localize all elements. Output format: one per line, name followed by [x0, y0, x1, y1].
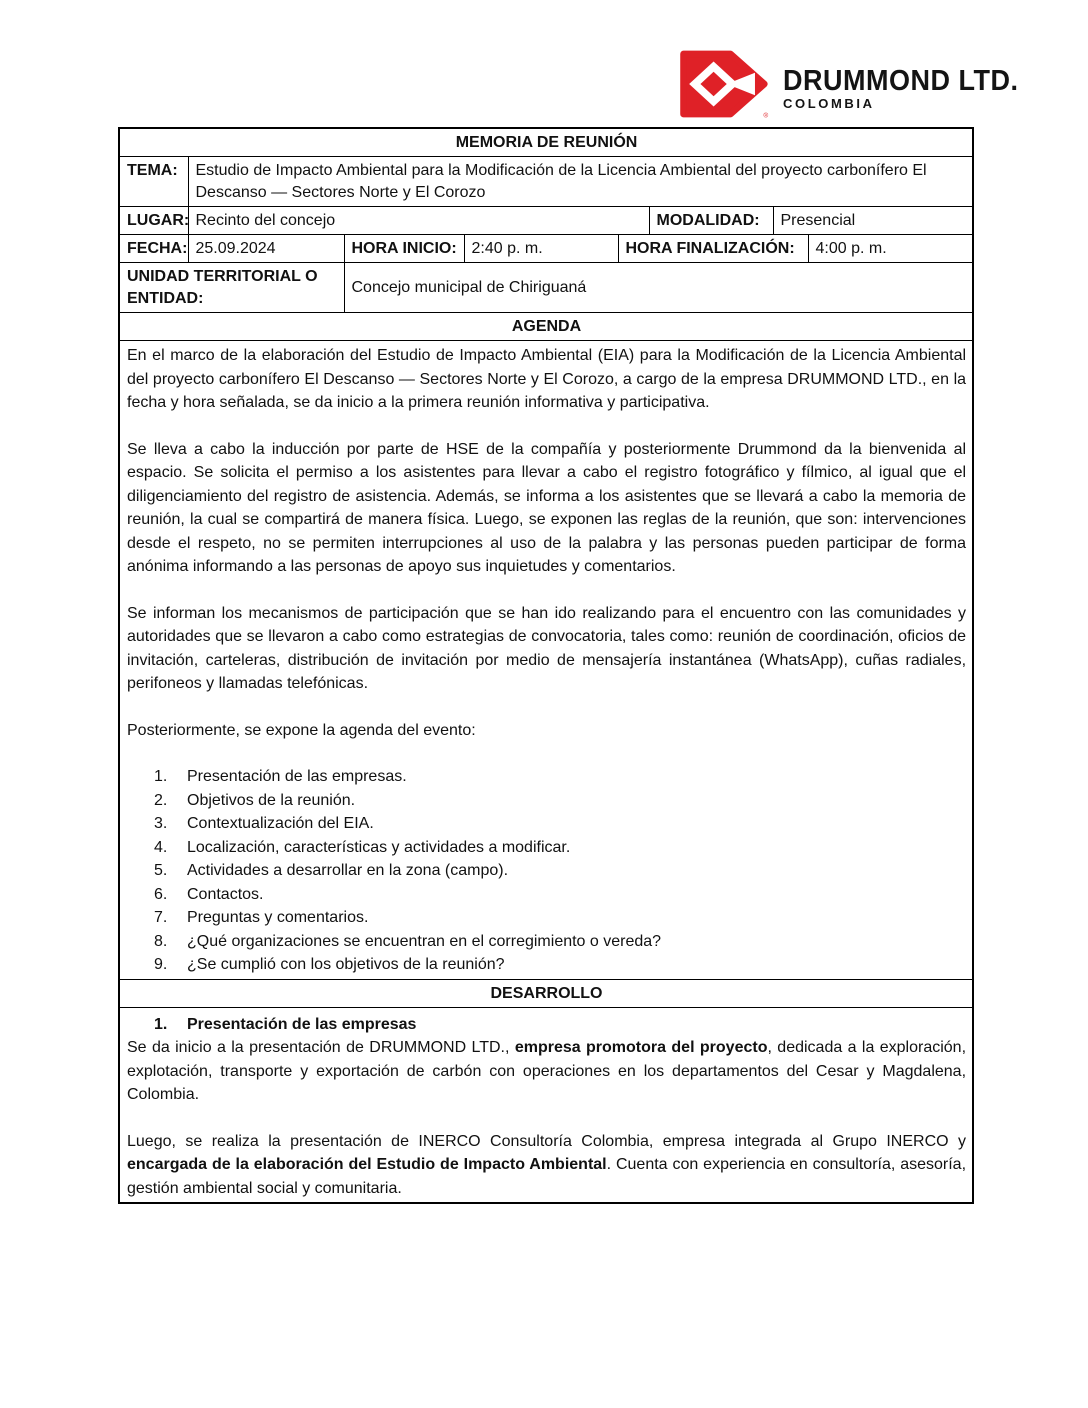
- drummond-diamond-icon: [676, 50, 770, 118]
- desarrollo-paragraph-2: [127, 1130, 966, 1201]
- modalidad-label: MODALIDAD:: [649, 207, 773, 235]
- company-logo: [676, 50, 1018, 118]
- list-item-number: 4.: [154, 838, 168, 856]
- fecha-value: 25.09.2024: [188, 235, 344, 263]
- list-item: [154, 812, 966, 836]
- list-item: [154, 859, 966, 883]
- unidad-territorial-value: Concejo municipal de Chiriguaná: [344, 263, 973, 313]
- logo-region-name: COLOMBIA: [783, 96, 875, 111]
- list-item-number: 8.: [154, 932, 168, 950]
- agenda-body-cell: [119, 341, 973, 980]
- list-item: [154, 836, 966, 860]
- desarrollo-section-header: DESARROLLO: [119, 979, 973, 1007]
- list-item: [154, 765, 966, 789]
- list-item-number: 1.: [154, 768, 168, 785]
- list-item-text: Localización, características y actividades a modificar.: [187, 838, 571, 856]
- hora-inicio-label: HORA INICIO:: [344, 235, 464, 263]
- agenda-paragraph-1: En el marco de la elaboración del Estudio de Impacto Ambiental (EIA) para la Modificación de la Licencia Ambiental del proyecto carbonífero El Descanso — Sectores Norte y El Corozo, a cargo de la empresa DRUMMOND LTD., en la fecha y hora señalada, se da inicio a la primera reunión informativa y participativa.: [127, 347, 967, 411]
- list-item: [154, 953, 966, 977]
- lugar-label: LUGAR:: [119, 207, 188, 235]
- document-title: MEMORIA DE REUNIÓN: [119, 128, 973, 157]
- heading-number: 1.: [154, 1015, 168, 1033]
- unidad-territorial-label: UNIDAD TERRITORIAL O ENTIDAD:: [119, 263, 344, 313]
- modalidad-value: Presencial: [773, 207, 973, 235]
- list-item: [154, 789, 966, 813]
- list-item: [154, 883, 966, 907]
- logo-wordmark: [783, 64, 1019, 111]
- agenda-numbered-list: [154, 765, 966, 977]
- list-item-text: Actividades a desarrollar en la zona (campo).: [187, 862, 509, 879]
- paragraph-text: Luego, se realiza la presentación de INERCO Consultoría Colombia, empresa integrada al Grupo INERCO y: [127, 1132, 967, 1150]
- list-item-number: 7.: [154, 909, 168, 926]
- desarrollo-heading-1: [154, 1013, 966, 1037]
- list-item-text: ¿Qué organizaciones se encuentran en el corregimiento o vereda?: [187, 932, 662, 950]
- list-item: [154, 906, 966, 930]
- list-item-number: 9.: [154, 956, 168, 973]
- list-item-text: Preguntas y comentarios.: [187, 909, 369, 926]
- desarrollo-header-row: [119, 979, 973, 1007]
- title-row: [119, 128, 973, 157]
- list-item-number: 5.: [154, 862, 168, 879]
- list-item-number: 6.: [154, 885, 168, 903]
- desarrollo-paragraph-1: [127, 1036, 966, 1107]
- list-item-number: 2.: [154, 791, 168, 809]
- list-item-text: Objetivos de la reunión.: [187, 791, 356, 809]
- fecha-label: FECHA:: [119, 235, 188, 263]
- desarrollo-body-cell: [119, 1007, 973, 1203]
- paragraph-text: Se da inicio a la presentación de DRUMMOND LTD.,: [127, 1039, 515, 1056]
- hora-finalizacion-value: 4:00 p. m.: [808, 235, 973, 263]
- hora-inicio-value: 2:40 p. m.: [464, 235, 618, 263]
- lugar-value: Recinto del concejo: [188, 207, 649, 235]
- list-item-text: Contextualización del EIA.: [187, 815, 374, 832]
- list-item-text: ¿Se cumplió con los objetivos de la reunión?: [187, 956, 505, 973]
- registered-mark: ®: [763, 112, 769, 118]
- agenda-section-header: AGENDA: [119, 313, 973, 341]
- list-item-text: Contactos.: [187, 885, 264, 903]
- agenda-header-row: [119, 313, 973, 341]
- fecha-horas-row: [119, 235, 973, 263]
- lugar-modalidad-row: [119, 207, 973, 235]
- agenda-body-row: [119, 341, 973, 980]
- heading-text: Presentación de las empresas: [187, 1015, 417, 1033]
- agenda-paragraph-2: Se lleva a cabo la inducción por parte de HSE de la compañía y posteriormente Drummond da la bienvenida al espacio. Se solicita el permiso a los asistentes para llevar a cabo el registro fotográfico y fílmico, al igual que el diligenciamiento del registro de asistencia. Además, se informa a los asistentes que se llevará a cabo la memoria de reunión, la cual se compartirá de manera física. Luego, se exponen las reglas de la reunión, que son: intervenciones desde el respeto, no se permiten interrupciones al uso de la palabra y las personas pueden participar de forma anónima informando a las personas de apoyo sus inquietudes y comentarios.: [127, 440, 967, 575]
- tema-value: Estudio de Impacto Ambiental para la Modificación de la Licencia Ambiental del proyecto carbonífero El Descanso — Sectores Norte y El Corozo: [188, 157, 973, 207]
- list-item-text: Presentación de las empresas.: [187, 768, 407, 785]
- logo-company-name: DRUMMOND LTD.: [783, 64, 1019, 97]
- bold-phrase: encargada de la elaboración del Estudio de Impacto Ambiental: [127, 1156, 607, 1173]
- list-item-number: 3.: [154, 815, 168, 832]
- tema-row: [119, 157, 973, 207]
- agenda-paragraph-4: Posteriormente, se expone la agenda del evento:: [127, 721, 476, 739]
- list-item: [154, 930, 966, 954]
- desarrollo-body-row: [119, 1007, 973, 1203]
- hora-finalizacion-label: HORA FINALIZACIÓN:: [618, 235, 808, 263]
- memoria-de-reunion-table: [118, 127, 974, 1204]
- bold-phrase: empresa promotora del proyecto: [514, 1039, 768, 1056]
- tema-label: TEMA:: [119, 157, 188, 207]
- unidad-territorial-row: [119, 263, 973, 313]
- paragraph-text: . Cuenta con experiencia en consultoría, asesoría, gestión ambiental social y comunitaria.: [127, 1156, 967, 1197]
- paragraph-text: , dedicada a la exploración, explotación, transporte y exportación de carbón con operaciones en los departamentos del Cesar y Magdalena, Colombia.: [127, 1039, 967, 1103]
- agenda-paragraph-3: Se informan los mecanismos de participación que se han ido realizando para el encuentro con las comunidades y autoridades que se llevaron a cabo como estrategias de convocatoria, tales como: reunión de coordinación, oficios de invitación, carteleras, distribución de invitación por medio de mensajería instantánea (WhatsApp), cuñas radiales, perifoneos y llamadas telefónicas.: [127, 604, 967, 692]
